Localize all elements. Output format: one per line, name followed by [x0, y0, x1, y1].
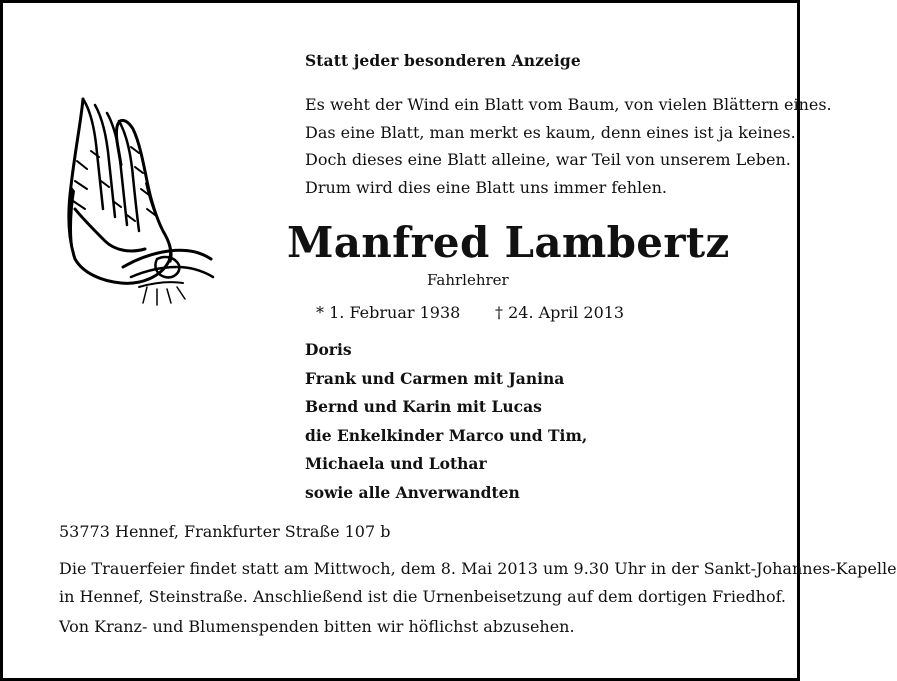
address: 53773 Hennef, Frankfurter Straße 107 b: [59, 522, 391, 541]
poem-line: Drum wird dies eine Blatt uns immer fehlen.: [305, 177, 667, 197]
family-member: sowie alle Anverwandten: [305, 482, 520, 502]
donation-note: Von Kranz- und Blumenspenden bitten wir höflichst abzusehen.: [59, 617, 575, 636]
family-member: Bernd und Karin mit Lucas: [305, 397, 542, 417]
family-member: Frank und Carmen mit Janina: [305, 368, 565, 388]
funeral-line: Die Trauerfeier findet statt am Mittwoch, dem 8. Mai 2013 um 9.30 Uhr in der Sankt-Johannes-Kapelle: [59, 559, 897, 578]
notice-heading: Statt jeder besonderen Anzeige: [305, 51, 581, 70]
poem-line: Es weht der Wind ein Blatt vom Baum, von vielen Blättern eines.: [305, 95, 832, 114]
funeral-line: in Hennef, Steinstraße. Anschließend ist die Urnenbeisetzung auf dem dortigen Friedhof.: [59, 587, 787, 606]
family-member: die Enkelkinder Marco und Tim,: [305, 425, 588, 445]
poem-line: Doch dieses eine Blatt alleine, war Teil von unserem Leben.: [305, 150, 791, 169]
poem-line: Das eine Blatt, man merkt es kaum, denn eines ist ja keines.: [305, 122, 796, 142]
deceased-profession: Fahrlehrer: [427, 271, 509, 289]
deceased-name: Manfred Lambertz: [287, 218, 730, 267]
family-member: Doris: [305, 340, 352, 359]
praying-hands-icon: [61, 91, 221, 311]
birth-date: * 1. Februar 1938: [316, 303, 461, 322]
family-member: Michaela und Lothar: [305, 454, 487, 474]
death-date: † 24. April 2013: [495, 303, 625, 322]
family-list: [305, 336, 587, 508]
poem: [305, 91, 832, 201]
funeral-info: [59, 555, 897, 611]
